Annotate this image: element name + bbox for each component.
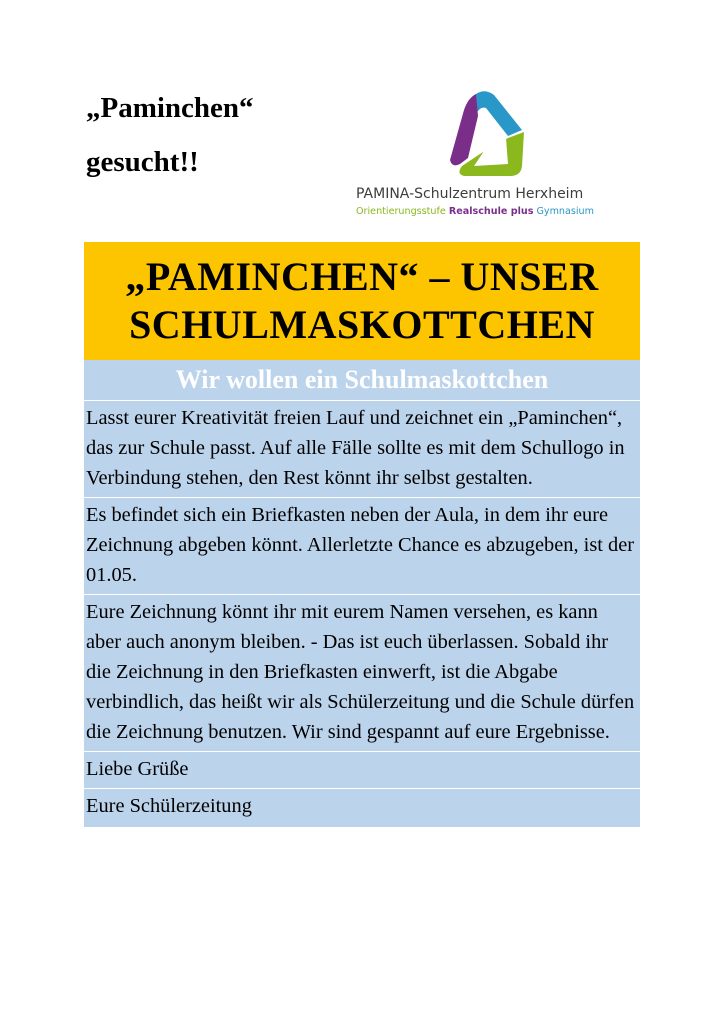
logo-orientierungsstufe: Orientierungsstufe — [356, 206, 446, 217]
pamina-triangle-logo-icon — [442, 86, 532, 178]
logo-realschule-plus: Realschule plus — [448, 206, 534, 217]
logo-gymnasium: Gymnasium — [536, 206, 594, 217]
paragraph-gruss: Liebe Grüße — [84, 752, 640, 789]
paragraph-signature: Eure Schülerzeitung — [86, 795, 252, 817]
page-title-line-2: gesucht!! — [86, 146, 199, 178]
content-panel — [84, 360, 640, 827]
banner-line-1: „PAMINCHEN“ – UNSER — [125, 254, 599, 299]
panel-subtitle: Wir wollen ein Schulmaskottchen — [84, 360, 640, 401]
announcement-box — [84, 242, 640, 827]
headline-banner — [84, 242, 640, 360]
logo-school-name: PAMINA-Schulzentrum Herxheim — [356, 186, 584, 202]
paragraph-zeichnung: Eure Zeichnung könnt ihr mit eurem Namen versehen, es kann aber auch anonym bleiben. - Das ist euch überlassen. Sobald ihr die Zeichnung in den Briefkasten einwerft, ist die Abgabe verbindlich, das heißt wir als Schülerzeitung und die Schule dürfen die Zeichnung benutzen. Wir sind gespannt auf eure Ergebnisse. — [84, 595, 640, 752]
paragraph-kreativitaet: Lasst eurer Kreativität freien Lauf und zeichnet ein „Paminchen“, das zur Schule passt. Auf alle Fälle sollte es mit dem Schullogo in Verbindung stehen, den Rest könnt ihr selbst gestalten. — [84, 401, 640, 498]
logo-school-types — [356, 206, 616, 217]
page-title-line-1: „Paminchen“ — [86, 92, 254, 124]
paragraph-briefkasten: Es befindet sich ein Briefkasten neben der Aula, in dem ihr eure Zeichnung abgeben könnt. Allerletzte Chance es abzugeben, ist der 01.05. — [84, 498, 640, 595]
school-logo — [356, 86, 616, 222]
banner-line-2: SCHULMASKOTTCHEN — [129, 302, 595, 347]
